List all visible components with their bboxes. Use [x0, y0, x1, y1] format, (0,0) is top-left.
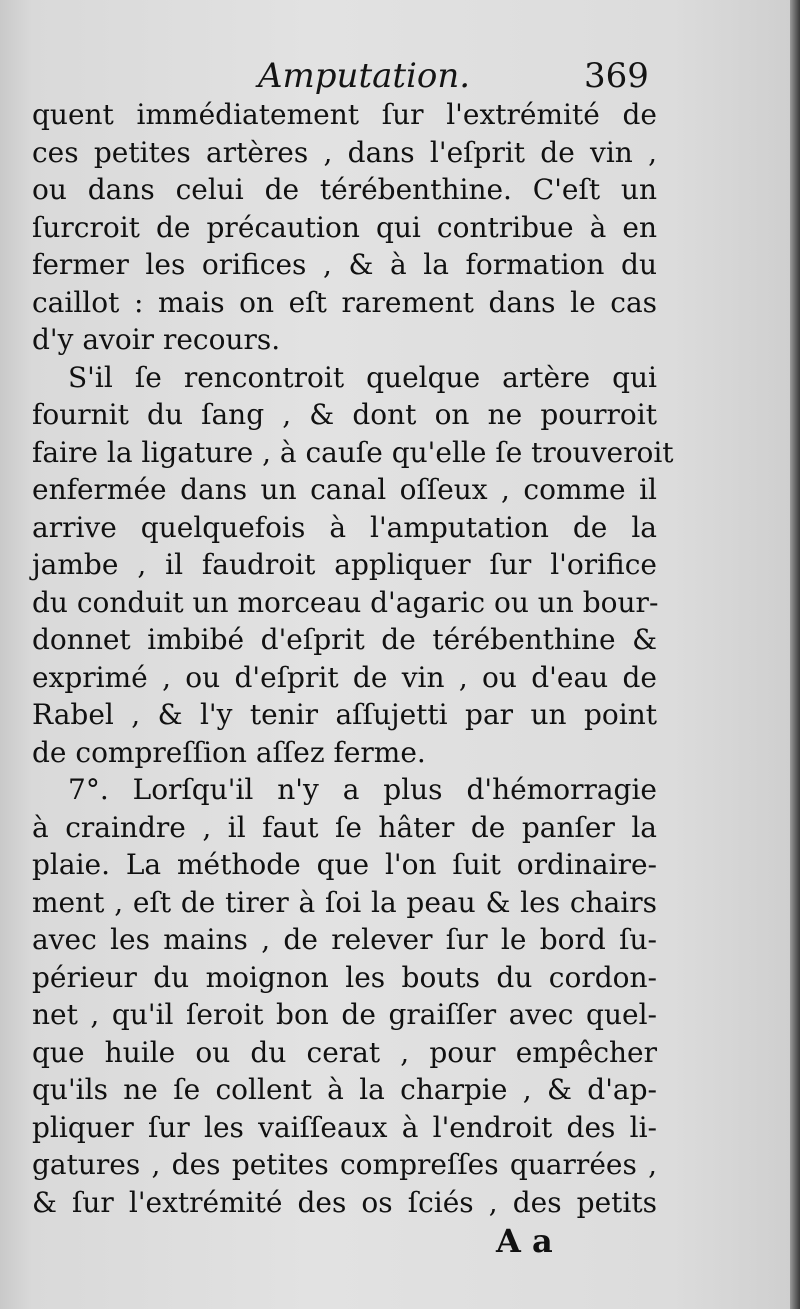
text-line: du conduit un morceau d'agaric ou un bour-: [32, 585, 659, 619]
text-line: S'il ſe rencontroit quelque artère qui: [68, 360, 657, 394]
text-line: à craindre , il faut ſe hâter de panſer la: [32, 810, 657, 844]
text-line: de compreſſion aſſez ferme.: [32, 735, 426, 769]
text-line: pliquer ſur les vaiſſeaux à l'endroit des li-: [32, 1110, 657, 1144]
text-line: d'y avoir recours.: [32, 323, 281, 356]
text-line: que huile ou du cerat , pour empêcher: [32, 1035, 657, 1069]
text-line: exprimé , ou d'eſprit de vin , ou d'eau de: [32, 660, 657, 694]
text-line: ſurcroit de précaution qui contribue à en: [32, 210, 657, 244]
text-line: net , qu'il ſeroit bon de graiſſer avec quel-: [32, 998, 657, 1031]
paragraph: [32, 96, 657, 359]
text-line: ment , eſt de tirer à ſoi la peau & les chairs: [32, 885, 657, 919]
text-line: ou dans celui de térébenthine. C'eſt un: [32, 173, 657, 206]
text-line: plaie. La méthode que l'on ſuit ordinaire-: [32, 848, 657, 881]
text-line: Rabel , & l'y tenir aſſujetti par un point: [32, 698, 657, 731]
page-edge: [790, 0, 800, 1309]
text-line: arrive quelquefois à l'amputation de la: [32, 510, 657, 544]
text-line: jambe , il faudroit appliquer ſur l'orifice: [32, 548, 657, 581]
page-header: [0, 52, 790, 102]
text-line: donnet imbibé d'eſprit de térébenthine &: [32, 623, 657, 656]
text-line: faire la ligature , à cauſe qu'elle ſe trouveroit: [32, 435, 674, 469]
signature-mark: A a: [496, 1222, 553, 1260]
page-number: 369: [584, 56, 649, 96]
text-line: fournit du ſang , & dont on ne pourroit: [32, 398, 657, 431]
text-line: gatures , des petites compreſſes quarrées ,: [32, 1148, 657, 1181]
body-text: [32, 96, 674, 1221]
text-line: quent immédiatement ſur l'extrémité de: [32, 98, 657, 131]
text-line: 7°. Lorſqu'il n'y a plus d'hémorragie: [68, 773, 657, 806]
text-line: fermer les orifices , & à la formation du: [32, 248, 657, 281]
text-line: & ſur l'extrémité des os ſciés , des petits: [32, 1185, 657, 1219]
text-line: ces petites artères , dans l'eſprit de vin ,: [32, 135, 657, 169]
text-line: avec les mains , de relever ſur le bord ſu-: [32, 923, 657, 956]
text-line: qu'ils ne ſe collent à la charpie , & d'ap-: [32, 1073, 657, 1106]
paragraph: [32, 771, 657, 1221]
text-line: caillot : mais on eſt rarement dans le cas: [32, 285, 657, 319]
paragraph: [32, 359, 674, 772]
text-line: périeur du moignon les bouts du cordon-: [32, 960, 657, 994]
running-title: Amputation.: [258, 56, 471, 96]
text-line: enfermée dans un canal oſſeux , comme il: [32, 473, 657, 506]
